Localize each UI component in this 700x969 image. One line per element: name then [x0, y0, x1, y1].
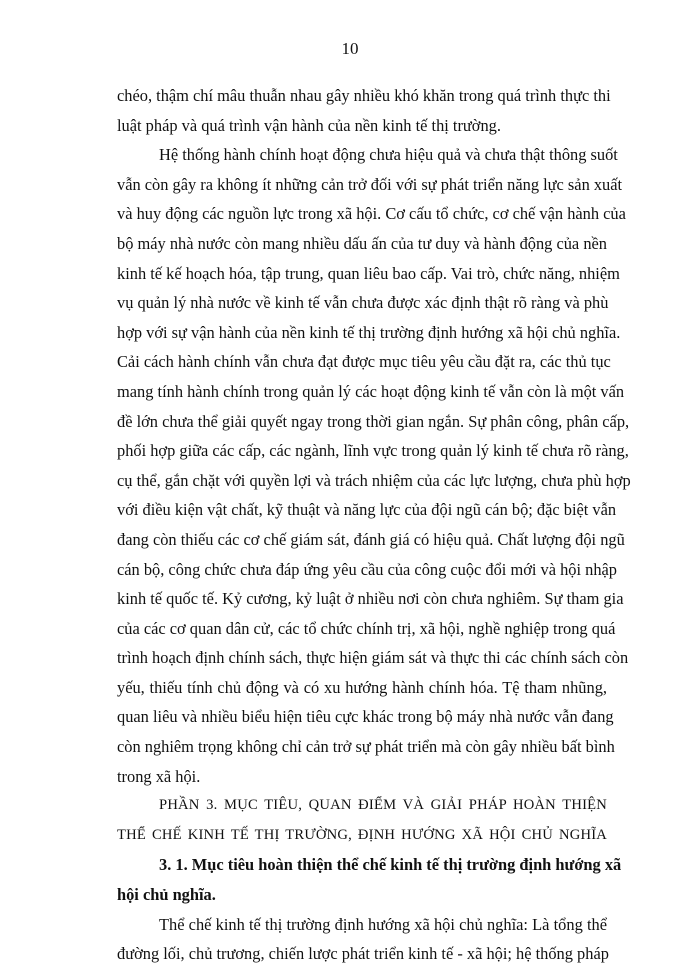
subsection-heading: hội chủ nghĩa. [117, 885, 216, 905]
text-line: còn nghiêm trọng không chỉ cản trở sự phát triển mà còn gây nhiều bất bình [117, 737, 615, 757]
text-line: đang còn thiếu các cơ chế giám sát, đánh giá có hiệu quả. Chất lượng đội ngũ [117, 529, 625, 549]
text-line: đường lối, chủ trương, chiến lược phát triển kinh tế - xã hội; hệ thống pháp [117, 944, 609, 964]
section-heading: PHẦN 3. MỤC TIÊU, QUAN ĐIỂM VÀ GIẢI PHÁP HOÀN THIỆN [159, 797, 607, 814]
text-line: cụ thể, gắn chặt với quyền lợi và trách nhiệm của các lực lượng, chưa phù hợp [117, 470, 631, 490]
text-line: hợp với sự vận hành của nền kinh tế thị trường định hướng xã hội chủ nghĩa. [117, 322, 621, 342]
text-line: vụ quản lý nhà nước về kinh tế vẫn chưa được xác định thật rõ ràng và phù [117, 293, 609, 313]
text-line: đề lớn chưa thể giải quyết ngay trong thời gian ngắn. Sự phân công, phân cấp, [117, 411, 630, 431]
text-line: chéo, thậm chí mâu thuẫn nhau gây nhiều khó khăn trong quá trình thực thi [117, 86, 611, 105]
text-line: kinh tế quốc tế. Kỷ cương, kỷ luật ở nhiều nơi còn chưa nghiêm. Sự tham gia [117, 589, 624, 609]
text-line: và huy động các nguồn lực trong xã hội. Cơ cấu tổ chức, cơ chế vận hành của [117, 204, 626, 224]
text-line: trong xã hội. [117, 766, 201, 786]
section-heading: THỂ CHẾ KINH TẾ THỊ TRƯỜNG, ĐỊNH HƯỚNG XÃ HỘI CHỦ NGHĨA [117, 826, 607, 843]
text-line: quan liêu và nhiều biểu hiện tiêu cực khác trong bộ máy nhà nước vẫn đang [117, 707, 614, 727]
text-line: cán bộ, công chức chưa đáp ứng yêu cầu của công cuộc đổi mới và hội nhập [117, 559, 618, 579]
text-line: bộ máy nhà nước còn mang nhiều dấu ấn của tư duy và hành động của nền [117, 233, 607, 253]
text-line: yếu, thiếu tính chủ động và có xu hướng hành chính hóa. Tệ tham nhũng, [117, 677, 607, 697]
text-line: luật pháp và quá trình vận hành của nền kinh tế thị trường. [117, 115, 501, 135]
text-line: phối hợp giữa các cấp, các ngành, lĩnh vực trong quản lý kinh tế chưa rõ ràng, [117, 441, 629, 461]
subsection-heading: 3. 1. Mục tiêu hoàn thiện thể chế kinh tế thị trường định hướng xã [159, 855, 622, 875]
text-line: kinh tế kế hoạch hóa, tập trung, quan liêu bao cấp. Vai trò, chức năng, nhiệm [117, 263, 620, 283]
paragraph-start-line: Hệ thống hành chính hoạt động chưa hiệu quả và chưa thật thông suốt [159, 145, 618, 165]
text-line: của các cơ quan dân cử, các tổ chức chính trị, xã hội, nghề nghiệp trong quá [117, 618, 616, 638]
text-line: trình hoạch định chính sách, thực hiện giám sát và thực thi các chính sách còn [117, 648, 629, 668]
page-number: 10 [341, 39, 359, 58]
text-line: với điều kiện vật chất, kỹ thuật và năng lực của đội ngũ cán bộ; đặc biệt vẫn [117, 500, 617, 520]
text-line: vẫn còn gây ra không ít những cản trở đối với sự phát triển năng lực sản xuất [117, 174, 623, 194]
body-text [117, 81, 631, 969]
text-line: Cải cách hành chính vẫn chưa đạt được mục tiêu yêu cầu đặt ra, các thủ tục [117, 352, 611, 372]
paragraph-start-line: Thể chế kinh tế thị trường định hướng xã hội chủ nghĩa: Là tổng thể [159, 914, 607, 934]
text-line: mang tính hành chính trong quản lý các hoạt động kinh tế vẫn còn là một vấn [117, 381, 625, 401]
